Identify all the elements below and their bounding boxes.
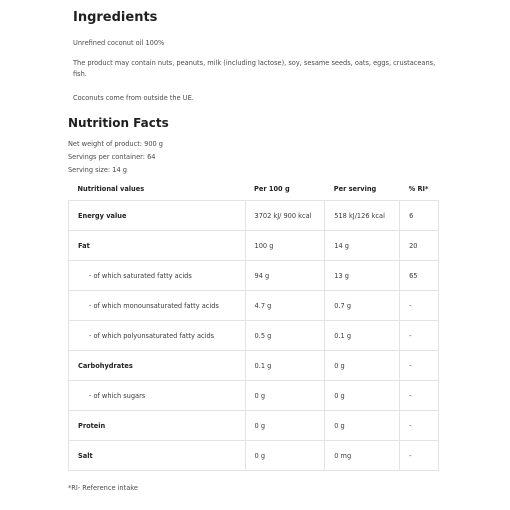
table-row — [69, 321, 439, 351]
nutrient-name: - of which polyunsaturated fatty acids — [69, 321, 246, 351]
ri-value: - — [400, 381, 439, 411]
table-row — [69, 201, 439, 231]
header-nutritional-values: Nutritional values — [77, 185, 145, 193]
table-row — [69, 441, 439, 471]
per-100g-value: 0.1 g — [245, 351, 325, 381]
per-100g-value: 4.7 g — [245, 291, 325, 321]
header-per-100g: Per 100 g — [254, 185, 290, 193]
servings-per-container: Servings per container: 64 — [68, 153, 156, 161]
ri-value: 20 — [400, 231, 439, 261]
per-100g-value: 0.5 g — [245, 321, 325, 351]
table-row — [69, 261, 439, 291]
per-100g-value: 0 g — [245, 381, 325, 411]
ingredients-heading: Ingredients — [73, 10, 158, 25]
table-row — [69, 411, 439, 441]
nutrient-name: Fat — [69, 231, 246, 261]
per-serving-value: 518 kJ/126 kcal — [325, 201, 400, 231]
per-100g-value: 100 g — [245, 231, 325, 261]
per-serving-value: 13 g — [325, 261, 400, 291]
ri-value: - — [400, 441, 439, 471]
per-serving-value: 0 g — [325, 351, 400, 381]
nutrient-name: Carbohydrates — [69, 351, 246, 381]
per-serving-value: 0.1 g — [325, 321, 400, 351]
net-weight: Net weight of product: 900 g — [68, 140, 163, 148]
nutrition-facts-heading: Nutrition Facts — [68, 116, 169, 130]
nutrient-name: - of which sugars — [69, 381, 246, 411]
nutrient-name: Salt — [69, 441, 246, 471]
ingredients-composition: Unrefined coconut oil 100% — [73, 39, 165, 47]
nutrient-name: Protein — [69, 411, 246, 441]
per-100g-value: 3702 kJ/ 900 kcal — [245, 201, 325, 231]
ri-value: 65 — [400, 261, 439, 291]
nutrient-name: - of which saturated fatty acids — [69, 261, 246, 291]
origin-note: Coconuts come from outside the UE. — [73, 94, 194, 102]
ri-value: - — [400, 411, 439, 441]
ri-value: - — [400, 321, 439, 351]
table-row — [69, 381, 439, 411]
per-serving-value: 0 g — [325, 411, 400, 441]
nutrient-name: - of which monounsaturated fatty acids — [69, 291, 246, 321]
ri-value: - — [400, 291, 439, 321]
reference-intake-footnote: *RI- Reference intake — [68, 484, 138, 492]
per-100g-value: 0 g — [245, 441, 325, 471]
allergen-warning: The product may contain nuts, peanuts, milk (including lactose), soy, sesame seeds, oats, eggs, crustaceans, fish. — [73, 59, 436, 78]
header-per-serving: Per serving — [333, 185, 377, 193]
per-serving-value: 0 mg — [325, 441, 400, 471]
table-row — [69, 291, 439, 321]
per-serving-value: 0.7 g — [325, 291, 400, 321]
nutrition-table — [68, 178, 439, 471]
serving-size: Serving size: 14 g — [68, 166, 127, 174]
table-row — [69, 351, 439, 381]
header-ri: % RI* — [408, 185, 429, 193]
nutrient-name: Energy value — [69, 201, 246, 231]
ri-value: 6 — [400, 201, 439, 231]
per-100g-value: 94 g — [245, 261, 325, 291]
per-serving-value: 0 g — [325, 381, 400, 411]
table-header-row — [69, 178, 439, 201]
per-100g-value: 0 g — [245, 411, 325, 441]
per-serving-value: 14 g — [325, 231, 400, 261]
table-row — [69, 231, 439, 261]
ri-value: - — [400, 351, 439, 381]
